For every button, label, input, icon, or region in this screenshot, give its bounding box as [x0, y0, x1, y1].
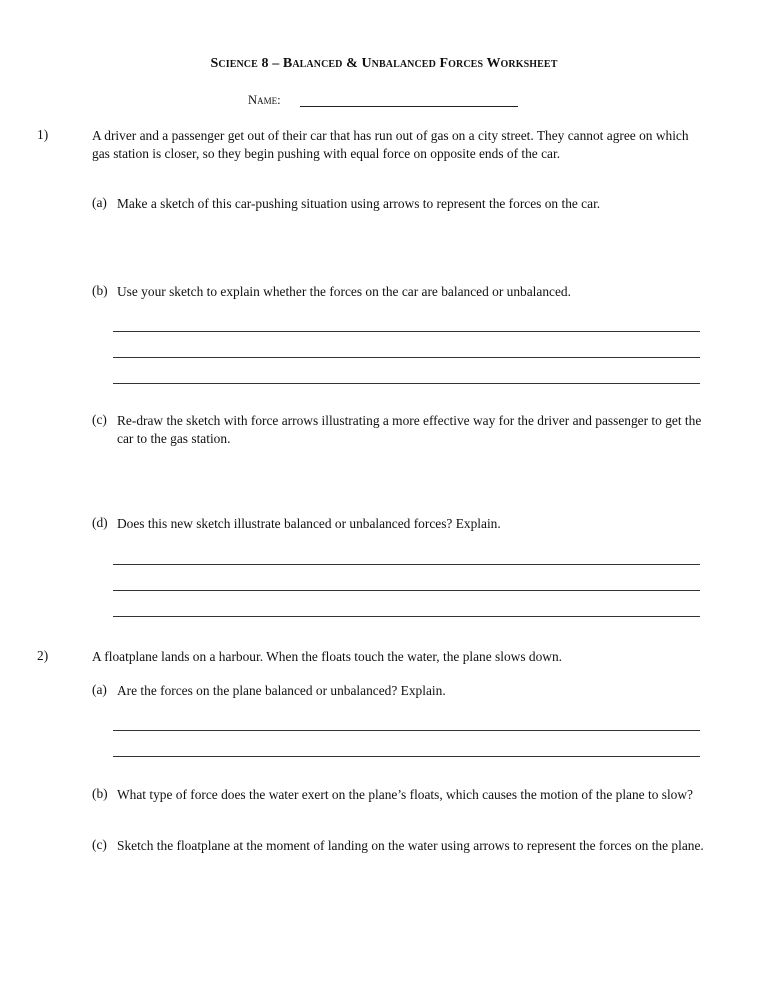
q1-part-b-text: Use your sketch to explain whether the forces on the car are balanced or unbalanced.: [117, 284, 571, 299]
q1d-answer-line-1[interactable]: [113, 564, 700, 565]
q1d-answer-line-3[interactable]: [113, 616, 700, 617]
question-2-text: A floatplane lands on a harbour. When the floats touch the water, the plane slows down.: [92, 649, 562, 664]
q2a-answer-line-1[interactable]: [113, 730, 700, 731]
q1b-answer-line-3[interactable]: [113, 383, 700, 384]
q1-part-d-text: Does this new sketch illustrate balanced or unbalanced forces? Explain.: [117, 516, 501, 531]
q2-part-b-text: What type of force does the water exert on the plane’s floats, which causes the motion of the plane to slow?: [117, 787, 693, 802]
q2a-answer-line-2[interactable]: [113, 756, 700, 757]
q2-part-c-label: (c): [92, 837, 107, 852]
q2-part-c-text: Sketch the floatplane at the moment of landing on the water using arrows to represent the forces on the plane.: [117, 838, 704, 853]
worksheet-title: Science 8 – Balanced & Unbalanced Forces Worksheet: [210, 56, 558, 71]
question-2-number: 2): [37, 648, 49, 663]
q1b-answer-line-2[interactable]: [113, 357, 700, 358]
name-answer-line[interactable]: [300, 106, 518, 107]
q1-part-a-label: (a): [92, 195, 107, 210]
q1-part-c-label: (c): [92, 412, 107, 427]
q1-part-d-label: (d): [92, 515, 108, 530]
q2-part-a-label: (a): [92, 682, 107, 697]
question-1-number: 1): [37, 127, 49, 142]
q1b-answer-line-1[interactable]: [113, 331, 700, 332]
q1-part-c-text: Re-draw the sketch with force arrows illustrating a more effective way for the driver and passenger to get the car to the gas station.: [117, 413, 702, 446]
name-label: Name:: [248, 93, 281, 107]
q2-part-b-label: (b): [92, 786, 108, 801]
q1-part-a-text: Make a sketch of this car-pushing situation using arrows to represent the forces on the car.: [117, 196, 601, 211]
q1d-answer-line-2[interactable]: [113, 590, 700, 591]
question-1-text: A driver and a passenger get out of their car that has run out of gas on a city street. They cannot agree on which gas station is closer, so they begin pushing with equal force on opposite ends of the car.: [92, 128, 689, 161]
q2-part-a-text: Are the forces on the plane balanced or unbalanced? Explain.: [117, 683, 446, 698]
q1-part-b-label: (b): [92, 283, 108, 298]
